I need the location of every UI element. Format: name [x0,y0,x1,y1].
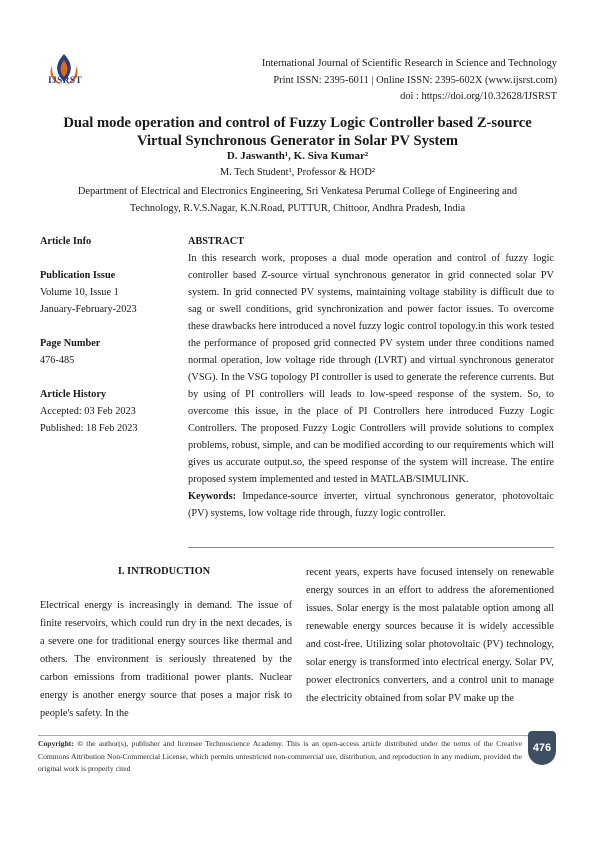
article-history-heading: Article History [40,389,107,400]
abstract [188,233,554,522]
section-heading-introduction: I. INTRODUCTION [117,566,211,577]
paper-title [30,114,565,150]
page-number-heading: Page Number [40,338,101,349]
affiliation-line-1: Department of Electrical and Electronics Engineering, Sri Venkatesa Perumal College of Engineering and [77,186,518,197]
author-designation: M. Tech Student¹, Professor & HOD² [219,167,376,178]
keywords [188,488,554,522]
abstract-text: In this research work, proposes a dual mode operation and control of fuzzy logic controller based Z-source virtual synchronous generator in grid connected solar PV system. In grid connected PV systems, maintaining voltage stability is difficult due to sag or swell conditions, grid synchronization and power factor issues. To overcome these drawbacks here introduced a novel fuzzy logic control topology.in this work tested the performance of proposed grid connected PV system under three conditions named normal operation, low voltage ride through (LVRT) and virtual synchronous generator (VSG). In the VSG topology PI controller is used to generate the reference currents. But by using of PI controllers will leads to low-speed response of the system. So, to overcome this issue, in the place of PI Controllers here introduced Fuzzy Logic Controllers. The proposed Fuzzy Logic Controllers will provide solutions to complex problems, robust, simple, and can be modified according to our requirements which will gives us accurate output.so, the speed response of the system will increase. The entire proposed system implemented and tested in MATLAB/SIMULINK. [188,253,554,485]
journal-doi[interactable]: doi : https://doi.org/10.32628/IJSRST [400,91,557,102]
keywords-text: Impedance-source inverter, virtual synchronous generator, photovoltaic (PV) systems, low voltage ride through, fuzzy logic controller. [188,491,554,519]
publication-issue-heading: Publication Issue [40,270,116,281]
title-line-1: Dual mode operation and control of Fuzzy Logic Controller based Z-source [63,115,532,131]
body-column-left: Electrical energy is increasingly in demand. The issue of finite reservoirs, which could run dry in the next decades, is a severe one for traditional energy sources like thermal and others. The environment is seriously threatened by the carbon emissions from traditional power plants. Nuclear energy is another energy source that poses a major risk to people's safety. In the [40,600,292,719]
copyright-footer [38,738,522,776]
title-line-2: Virtual Synchronous Generator in Solar PV System [136,133,459,149]
published-date: Published: 18 Feb 2023 [40,423,138,434]
logo-text: IJSRST [48,76,83,86]
footer-divider [38,735,528,736]
abstract-divider [188,547,554,548]
article-info-heading: Article Info [40,236,92,247]
authors: D. Jaswanth¹, K. Siva Kumar² [226,150,369,162]
copyright-label: Copyright: © [38,739,83,748]
copyright-text: the author(s), publisher and licensee Technoscience Academy. This is an open-access article distributed under the terms of the Creative Commons Attribution Non-Commercial License, which permits unrestricted non-commercial use, distribution, and reproduction in any medium, provided the original work is properly cited [38,739,522,773]
abstract-heading: ABSTRACT [188,236,245,247]
page-number-badge: 476 [528,731,556,765]
accepted-date: Accepted: 03 Feb 2023 [40,406,136,417]
journal-name: International Journal of Scientific Research in Science and Technology [261,58,557,69]
journal-issn[interactable]: Print ISSN: 2395-6011 | Online ISSN: 2395-602X (www.ijsrst.com) [273,74,557,86]
article-info [40,233,180,437]
keywords-label: Keywords: [188,491,237,502]
affiliation-line-2: Technology, R.V.S.Nagar, K.N.Road, PUTTUR, Chittoor, Andhra Pradesh, India [129,203,466,214]
journal-header [197,56,557,106]
ijsrst-logo-icon [44,52,84,98]
body-column-right: recent years, experts have focused intensely on renewable energy sources in an effort to address the aforementioned issues. Solar energy is the most palatable option among all renewable energy sources because it is widely accessible and cost-free. Utilizing solar photovoltaic (PV) technology, solar energy is transformed into electrical energy. Solar PV, power electronics converters, and a control unit to manage the electricity obtained from solar PV make up the [306,567,554,704]
affiliation [34,183,561,217]
page-range: 476-485 [40,355,75,366]
volume-issue: Volume 10, Issue 1 [40,287,119,298]
issue-period: January-February-2023 [40,304,137,315]
